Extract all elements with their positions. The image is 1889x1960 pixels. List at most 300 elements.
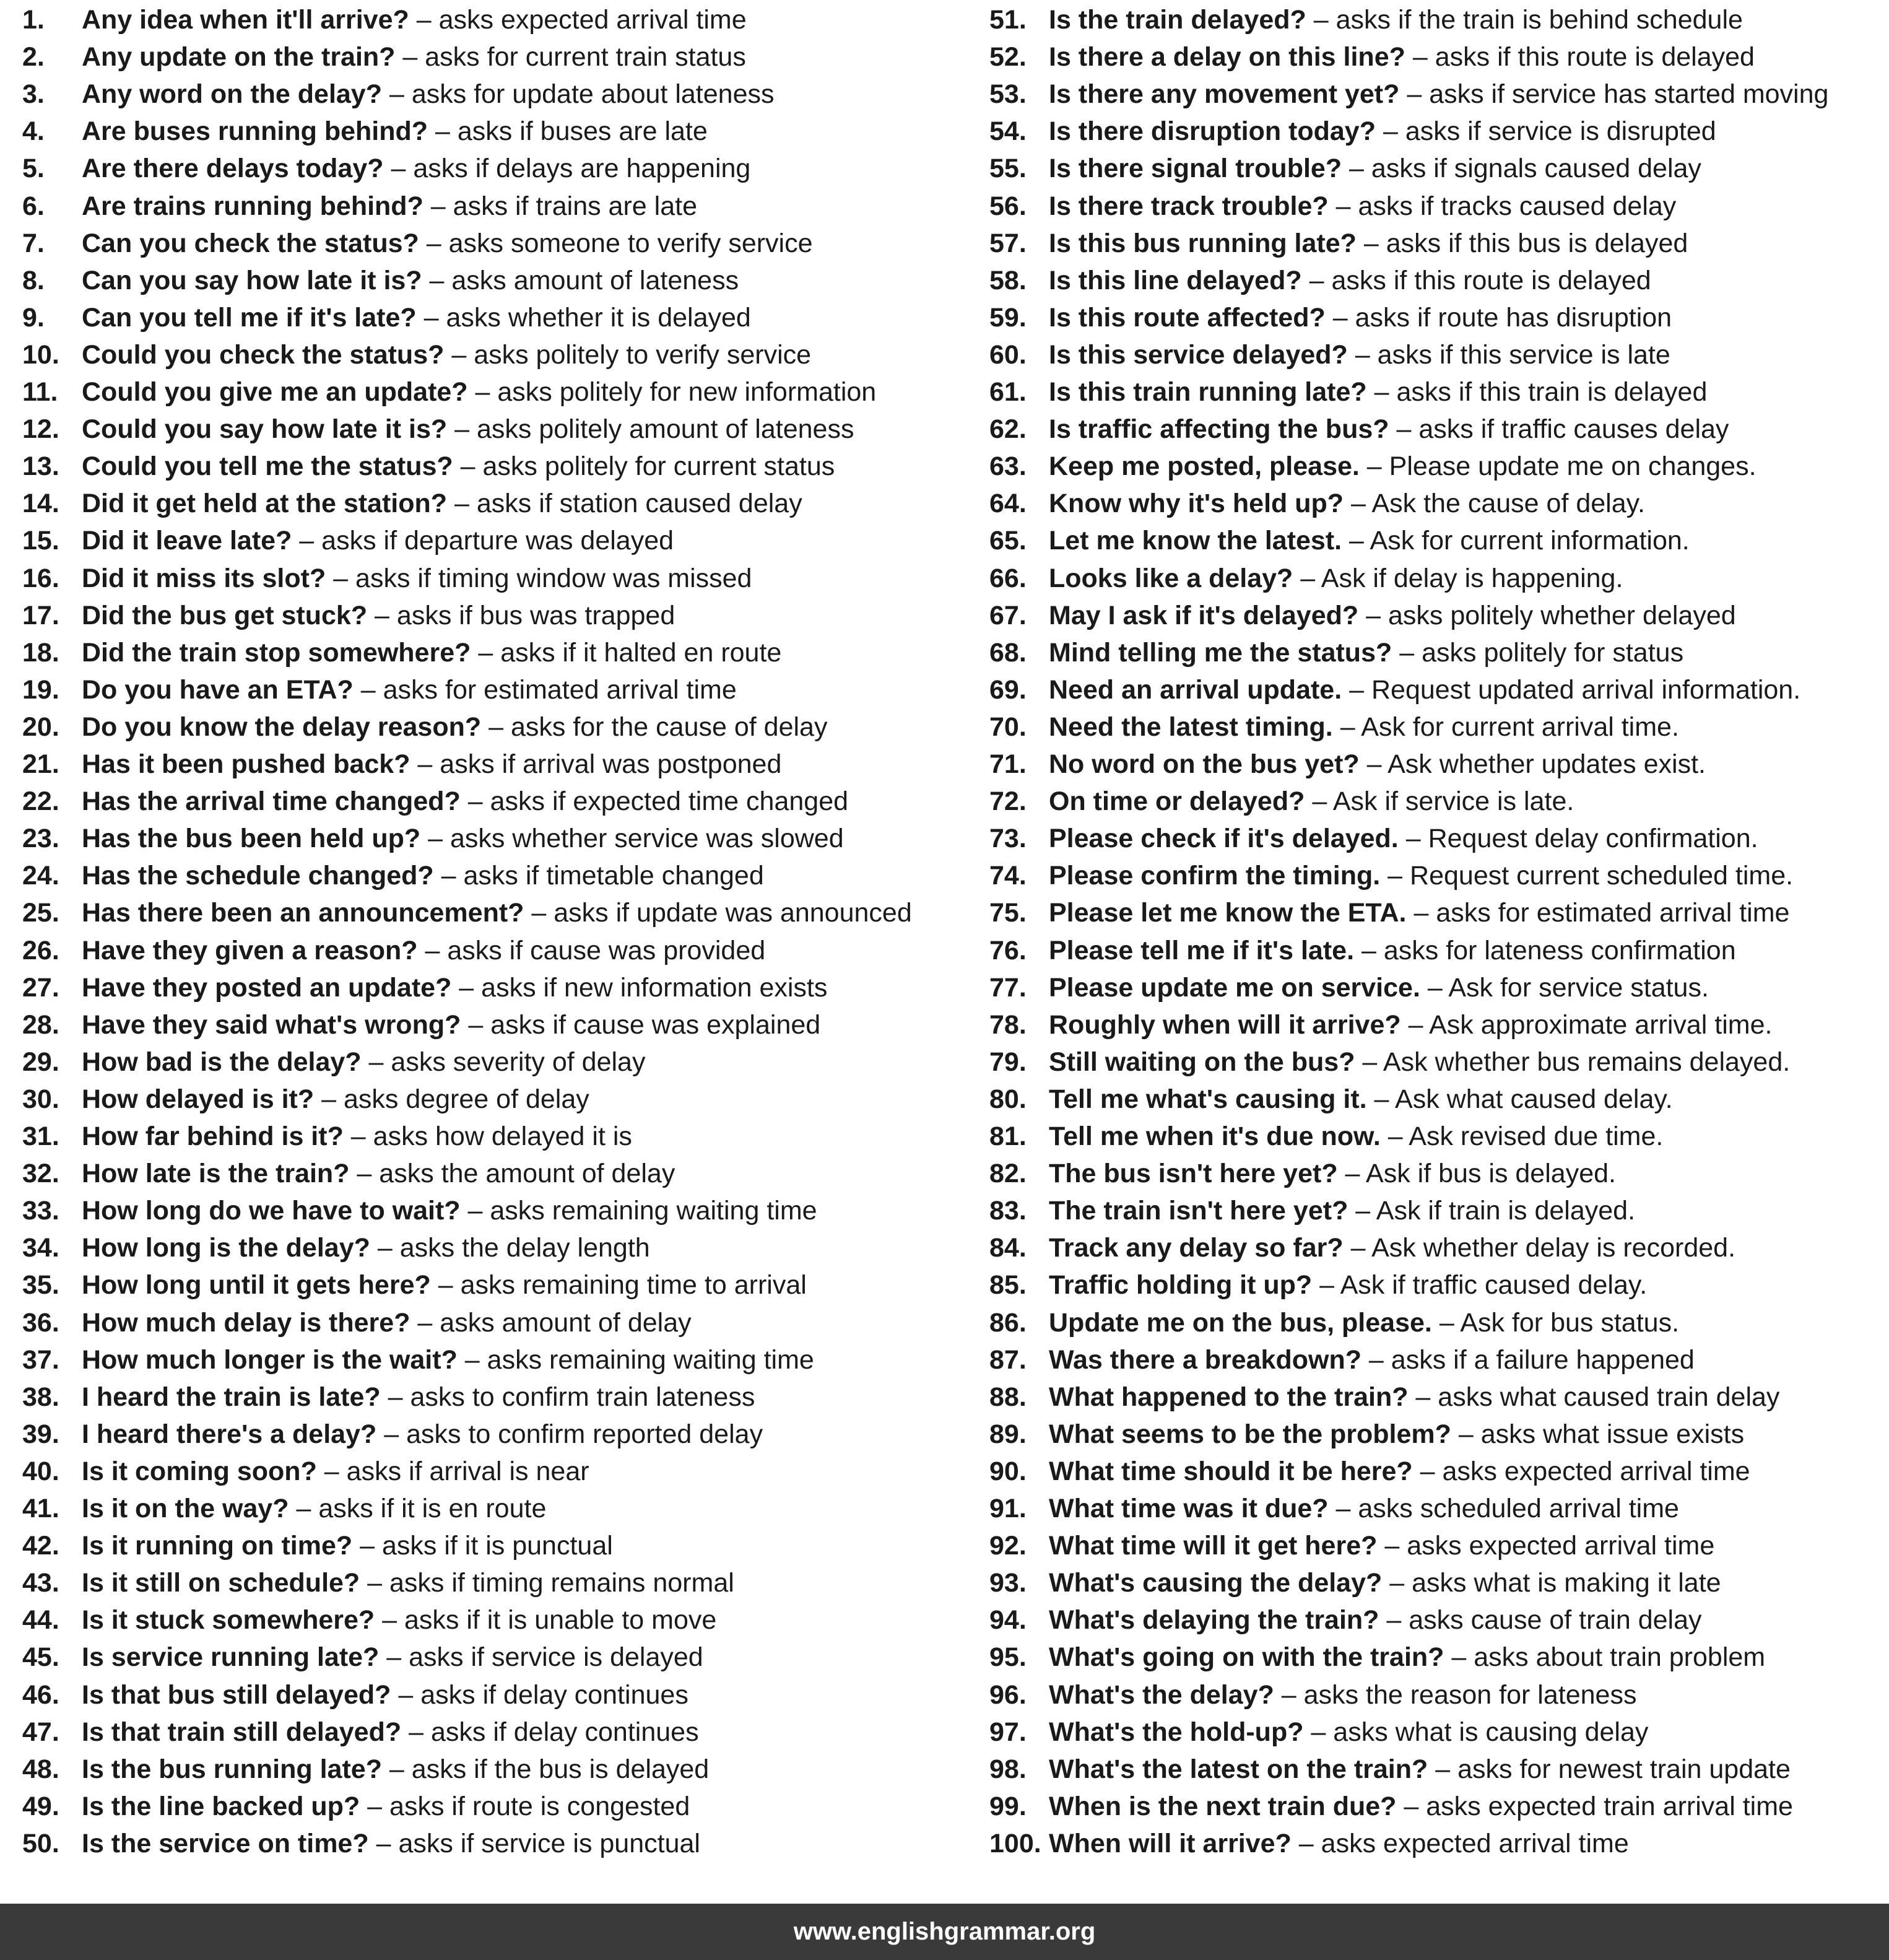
item-description: asks if departure was delayed <box>321 526 674 556</box>
item-separator: – <box>428 116 458 147</box>
item-phrase: Is the service on time? <box>82 1828 369 1858</box>
list-item <box>22 969 827 1006</box>
item-description: asks if tracks caused delay <box>1358 191 1677 221</box>
item-description: asks if update was announced <box>554 898 912 928</box>
item-description: asks if this train is delayed <box>1396 377 1708 407</box>
item-description: asks if the train is behind schedule <box>1335 5 1743 35</box>
item-phrase: Has it been pushed back? <box>82 749 410 779</box>
item-description: asks to confirm reported delay <box>406 1419 763 1449</box>
list-item <box>989 1229 1735 1266</box>
item-phrase: Could you tell me the status? <box>82 451 453 482</box>
item-phrase: Is that bus still delayed? <box>82 1679 391 1710</box>
item-description: asks if delay continues <box>420 1679 688 1710</box>
list-item <box>22 783 848 820</box>
item-number: 47. <box>22 1717 59 1747</box>
item-description: asks if this route is delayed <box>1331 265 1651 295</box>
item-phrase: What happened to the train? <box>1049 1382 1409 1412</box>
item-phrase: How long is the delay? <box>82 1233 370 1263</box>
item-phrase: On time or delayed? <box>1049 786 1305 817</box>
item-separator: – <box>349 1159 380 1189</box>
item-phrase: What's delaying the train? <box>1049 1605 1379 1636</box>
item-phrase: Is this service delayed? <box>1049 339 1348 370</box>
item-number: 21. <box>22 749 59 779</box>
item-description: asks degree of delay <box>343 1084 589 1114</box>
list-item <box>22 708 827 746</box>
item-number: 34. <box>22 1233 59 1263</box>
item-phrase: Has the bus been held up? <box>82 824 421 854</box>
item-separator: – <box>1342 154 1371 184</box>
item-separator: – <box>1291 1828 1321 1858</box>
item-description: asks expected arrival time <box>1321 1828 1629 1858</box>
list-item <box>22 820 844 857</box>
item-number: 89. <box>989 1419 1027 1449</box>
item-number: 91. <box>989 1494 1027 1523</box>
item-separator: – <box>370 1233 400 1263</box>
list-item <box>22 1416 763 1453</box>
list-item <box>989 634 1683 671</box>
item-phrase: Is there any movement yet? <box>1049 79 1400 110</box>
item-separator: – <box>360 1791 390 1821</box>
item-separator: – <box>1293 563 1321 593</box>
item-number: 95. <box>989 1642 1027 1673</box>
item-number: 96. <box>989 1679 1027 1710</box>
item-separator: – <box>1392 637 1422 668</box>
item-separator: – <box>422 265 452 295</box>
list-item <box>989 1490 1679 1527</box>
list-item <box>989 1639 1765 1676</box>
item-description: asks if timetable changed <box>463 861 764 891</box>
item-separator: – <box>419 228 449 258</box>
item-description: asks if delays are happening <box>413 154 751 184</box>
item-phrase: Is this line delayed? <box>1049 265 1302 295</box>
item-phrase: Are there delays today? <box>82 154 384 184</box>
list-item <box>22 1639 703 1676</box>
item-phrase: May I ask if it's delayed? <box>1049 600 1359 630</box>
item-phrase: Do you have an ETA? <box>82 674 354 705</box>
item-number: 76. <box>989 935 1027 965</box>
item-description: asks if service has started moving <box>1429 79 1829 110</box>
list-item <box>989 336 1670 373</box>
item-separator: – <box>1408 1382 1438 1412</box>
list-item <box>22 1453 589 1490</box>
item-phrase: How much longer is the wait? <box>82 1344 458 1375</box>
item-description: asks if signals caused delay <box>1371 154 1701 184</box>
list-item <box>22 1825 700 1862</box>
item-separator: – <box>1358 600 1388 630</box>
item-separator: – <box>451 972 482 1003</box>
item-number: 53. <box>989 79 1027 110</box>
list-item <box>989 1453 1750 1490</box>
item-phrase: I heard there's a delay? <box>82 1419 377 1449</box>
item-description: Request updated arrival information. <box>1371 674 1801 705</box>
list-item <box>22 560 752 597</box>
list-item <box>22 1229 650 1266</box>
item-phrase: Please update me on service. <box>1049 972 1420 1003</box>
item-description: asks if it halted en route <box>500 637 782 668</box>
item-separator: – <box>430 1270 461 1300</box>
item-separator: – <box>423 191 453 221</box>
item-description: asks if traffic causes delay <box>1418 414 1729 445</box>
list-item <box>989 1155 1616 1192</box>
item-phrase: Have they given a reason? <box>82 935 418 965</box>
item-phrase: Please tell me if it's late. <box>1049 935 1355 965</box>
list-item <box>22 522 674 559</box>
item-phrase: Need the latest timing. <box>1049 712 1333 742</box>
item-separator: – <box>481 712 511 742</box>
item-separator: – <box>1361 1344 1391 1375</box>
item-phrase: When is the next train due? <box>1049 1791 1397 1821</box>
item-number: 48. <box>22 1754 59 1784</box>
item-description: Ask for current arrival time. <box>1361 712 1679 742</box>
item-separator: – <box>1359 749 1388 779</box>
item-description: asks for update about lateness <box>411 79 775 110</box>
item-phrase: Is this bus running late? <box>1049 228 1357 258</box>
item-description: asks whether service was slowed <box>449 824 844 854</box>
item-number: 42. <box>22 1531 59 1561</box>
item-separator: – <box>1366 1084 1396 1114</box>
item-number: 37. <box>22 1344 59 1375</box>
list-item <box>989 76 1828 113</box>
item-phrase: No word on the bus yet? <box>1049 749 1360 779</box>
item-separator: – <box>1451 1419 1481 1449</box>
list-item <box>22 1714 699 1751</box>
item-number: 84. <box>989 1233 1027 1263</box>
item-description: asks if trains are late <box>453 191 697 221</box>
item-number: 17. <box>22 600 59 630</box>
item-number: 56. <box>989 191 1027 221</box>
item-description: asks remaining time to arrival <box>460 1270 807 1300</box>
list-item <box>22 336 811 373</box>
list-item <box>989 1081 1673 1118</box>
item-number: 78. <box>989 1009 1027 1040</box>
item-description: Ask for service status. <box>1448 972 1709 1003</box>
item-separator: – <box>1389 414 1419 445</box>
list-item <box>989 1379 1779 1416</box>
item-number: 92. <box>989 1531 1027 1561</box>
item-description: asks if it is en route <box>318 1494 547 1523</box>
item-number: 87. <box>989 1344 1027 1375</box>
list-item <box>22 857 764 894</box>
list-item <box>22 1304 692 1341</box>
item-description: asks if timing window was missed <box>355 563 752 593</box>
item-phrase: What's the latest on the train? <box>1049 1754 1428 1784</box>
item-phrase: Mind telling me the status? <box>1049 637 1392 668</box>
item-number: 97. <box>989 1717 1027 1747</box>
list-item <box>22 188 697 225</box>
item-description: asks remaining waiting time <box>490 1196 817 1226</box>
list-item <box>989 1 1743 38</box>
item-description: asks politely for current status <box>482 451 835 482</box>
item-separator: – <box>409 5 439 35</box>
item-separator: – <box>1428 1754 1458 1784</box>
list-item <box>22 894 912 931</box>
item-number: 72. <box>989 786 1027 817</box>
item-number: 62. <box>989 414 1027 445</box>
item-phrase: Is it still on schedule? <box>82 1568 360 1598</box>
item-description: asks what issue exists <box>1480 1419 1745 1449</box>
list-item <box>989 560 1623 597</box>
item-number: 3. <box>22 79 45 110</box>
item-number: 100. <box>989 1828 1041 1858</box>
item-description: asks amount of lateness <box>451 265 739 295</box>
item-separator: – <box>391 1679 421 1710</box>
item-phrase: Tell me when it's due now. <box>1049 1122 1381 1151</box>
item-separator: – <box>368 1828 399 1858</box>
item-separator: – <box>401 1717 431 1747</box>
item-description: Ask if delay is happening. <box>1321 563 1623 593</box>
item-description: asks politely amount of lateness <box>476 414 854 445</box>
item-number: 5. <box>22 154 45 184</box>
item-phrase: Is the train delayed? <box>1049 5 1306 35</box>
list-item <box>989 1043 1790 1081</box>
item-separator: – <box>1380 861 1410 891</box>
list-item <box>22 373 876 411</box>
item-phrase: Could you check the status? <box>82 339 445 370</box>
item-number: 81. <box>989 1122 1027 1151</box>
item-separator: – <box>314 1084 344 1114</box>
item-separator: – <box>326 563 356 593</box>
item-phrase: Keep me posted, please. <box>1049 451 1360 482</box>
item-separator: – <box>1343 1233 1372 1263</box>
item-phrase: Can you say how late it is? <box>82 265 422 295</box>
item-description: asks if service is delayed <box>409 1642 703 1673</box>
item-number: 4. <box>22 116 45 147</box>
item-separator: – <box>1431 1307 1461 1338</box>
item-phrase: What seems to be the problem? <box>1049 1419 1451 1449</box>
item-phrase: Looks like a delay? <box>1049 563 1293 593</box>
item-number: 13. <box>22 451 59 482</box>
item-separator: – <box>1332 712 1361 742</box>
item-separator: – <box>410 749 440 779</box>
item-description: Ask if service is late. <box>1332 786 1574 817</box>
item-phrase: What's going on with the train? <box>1049 1642 1444 1673</box>
item-phrase: Traffic holding it up? <box>1049 1270 1313 1300</box>
list-item <box>22 1043 645 1081</box>
list-item <box>22 1751 709 1788</box>
item-description: Request current scheduled time. <box>1410 861 1794 891</box>
list-item <box>989 857 1793 894</box>
item-number: 31. <box>22 1122 59 1151</box>
item-number: 75. <box>989 898 1027 928</box>
list-item <box>22 1341 814 1379</box>
list-item <box>22 1155 675 1192</box>
item-description: asks to confirm train lateness <box>410 1382 755 1412</box>
item-number: 41. <box>22 1494 59 1523</box>
item-description: asks if route is congested <box>389 1791 690 1821</box>
item-separator: – <box>453 451 483 482</box>
list-item <box>22 1788 690 1825</box>
item-description: Ask if bus is delayed. <box>1366 1159 1616 1189</box>
item-description: asks if the bus is delayed <box>411 1754 710 1784</box>
item-separator: – <box>444 339 474 370</box>
item-number: 1. <box>22 5 45 35</box>
item-description: Ask revised due time. <box>1409 1122 1664 1151</box>
list-item <box>22 1118 632 1155</box>
item-number: 8. <box>22 265 45 295</box>
list-item <box>22 1527 613 1564</box>
item-separator: – <box>1396 1791 1427 1821</box>
item-number: 15. <box>22 526 59 556</box>
item-description: asks if it is unable to move <box>404 1605 717 1636</box>
item-description: asks politely for status <box>1422 637 1684 668</box>
item-description: asks for estimated arrival time <box>1436 898 1790 928</box>
item-separator: – <box>395 42 425 72</box>
item-number: 28. <box>22 1009 59 1040</box>
list-item <box>989 597 1736 634</box>
item-description: asks if cause was explained <box>490 1009 821 1040</box>
item-phrase: Was there a breakdown? <box>1049 1344 1361 1375</box>
item-separator: – <box>1301 265 1332 295</box>
item-number: 60. <box>989 339 1027 370</box>
item-description: asks the amount of delay <box>379 1159 675 1189</box>
list-item <box>22 1081 589 1118</box>
item-number: 49. <box>22 1791 59 1821</box>
item-phrase: Still waiting on the bus? <box>1049 1047 1355 1077</box>
list-item <box>22 1266 807 1304</box>
list-item <box>989 746 1706 783</box>
item-description: asks expected train arrival time <box>1426 1791 1793 1821</box>
item-description: asks how delayed it is <box>373 1122 632 1151</box>
list-item <box>989 113 1716 150</box>
item-separator: – <box>461 1009 491 1040</box>
item-separator: – <box>1400 1009 1430 1040</box>
item-description: asks for lateness confirmation <box>1383 935 1736 965</box>
item-separator: – <box>361 1047 391 1077</box>
item-description: asks for current train status <box>425 42 746 72</box>
item-phrase: Is there a delay on this line? <box>1049 42 1405 72</box>
list-item <box>989 1751 1791 1788</box>
item-separator: – <box>1412 1456 1443 1486</box>
item-description: Please update me on changes. <box>1389 451 1757 482</box>
item-phrase: What time was it due? <box>1049 1494 1329 1523</box>
item-phrase: Is this route affected? <box>1049 302 1326 333</box>
item-number: 63. <box>989 451 1027 482</box>
item-phrase: Is this train running late? <box>1049 377 1367 407</box>
item-description: Ask if traffic caused delay. <box>1340 1270 1648 1300</box>
item-description: asks whether it is delayed <box>446 302 751 333</box>
item-phrase: Is it stuck somewhere? <box>82 1605 375 1636</box>
item-phrase: Is the bus running late? <box>82 1754 382 1784</box>
item-number: 45. <box>22 1642 59 1673</box>
item-description: asks if route has disruption <box>1355 302 1672 333</box>
item-phrase: Please check if it's delayed. <box>1049 824 1399 854</box>
item-phrase: Did the bus get stuck? <box>82 600 368 630</box>
item-number: 39. <box>22 1419 59 1449</box>
list-item <box>22 448 835 485</box>
list-item <box>989 150 1701 187</box>
item-phrase: Track any delay so far? <box>1049 1233 1344 1263</box>
item-separator: – <box>1405 42 1435 72</box>
item-phrase: Tell me what's causing it. <box>1049 1084 1367 1114</box>
item-phrase: Are buses running behind? <box>82 116 428 147</box>
list-item <box>22 1 747 38</box>
item-separator: – <box>1342 526 1370 556</box>
list-item <box>989 485 1645 522</box>
item-phrase: What's the hold-up? <box>1049 1717 1304 1747</box>
list-item <box>989 1304 1679 1341</box>
item-phrase: How much delay is there? <box>82 1307 410 1338</box>
list-item <box>989 448 1757 485</box>
item-description: asks scheduled arrival time <box>1358 1494 1679 1523</box>
item-number: 88. <box>989 1382 1027 1412</box>
item-number: 82. <box>989 1159 1027 1189</box>
item-number: 6. <box>22 191 45 221</box>
item-phrase: Do you know the delay reason? <box>82 712 482 742</box>
item-separator: – <box>1398 824 1428 854</box>
item-phrase: Has there been an announcement? <box>82 898 524 928</box>
item-phrase: Is it running on time? <box>82 1531 353 1561</box>
list-item <box>989 38 1755 76</box>
item-description: asks if bus was trapped <box>396 600 675 630</box>
item-phrase: Any idea when it'll arrive? <box>82 5 409 35</box>
item-phrase: Did it leave late? <box>82 526 292 556</box>
list-item <box>22 1490 546 1527</box>
item-number: 98. <box>989 1754 1027 1784</box>
item-separator: – <box>1337 1159 1366 1189</box>
item-description: asks if this route is delayed <box>1435 42 1755 72</box>
item-phrase: Is the line backed up? <box>82 1791 360 1821</box>
item-phrase: Is there track trouble? <box>1049 191 1329 221</box>
list-item <box>989 1192 1635 1229</box>
item-phrase: Is service running late? <box>82 1642 380 1673</box>
item-phrase: How long until it gets here? <box>82 1270 431 1300</box>
item-number: 51. <box>989 5 1027 35</box>
item-separator: – <box>381 1754 412 1784</box>
item-separator: – <box>1356 228 1386 258</box>
item-separator: – <box>376 1419 407 1449</box>
item-phrase: How long do we have to wait? <box>82 1196 461 1226</box>
item-description: asks if arrival was postponed <box>440 749 782 779</box>
item-phrase: Is traffic affecting the bus? <box>1049 414 1389 445</box>
item-separator: – <box>289 1494 319 1523</box>
footer-website-text: www.englishgrammar.org <box>793 1918 1096 1945</box>
item-separator: – <box>1399 79 1430 110</box>
item-separator: – <box>375 1605 404 1636</box>
item-description: Ask for bus status. <box>1460 1307 1680 1338</box>
item-description: asks what caused train delay <box>1438 1382 1780 1412</box>
item-separator: – <box>343 1122 373 1151</box>
item-separator: – <box>416 302 446 333</box>
item-description: asks remaining waiting time <box>487 1344 814 1375</box>
item-number: 85. <box>989 1270 1027 1300</box>
item-phrase: Has the schedule changed? <box>82 861 434 891</box>
item-separator: – <box>471 637 501 668</box>
item-phrase: Update me on the bus, please. <box>1049 1307 1432 1338</box>
item-description: asks if timing remains normal <box>389 1568 734 1598</box>
item-number: 22. <box>22 786 59 817</box>
item-number: 83. <box>989 1196 1027 1226</box>
item-number: 27. <box>22 972 59 1003</box>
list-item <box>22 38 746 76</box>
item-phrase: Please confirm the timing. <box>1049 861 1381 891</box>
item-phrase: How late is the train? <box>82 1159 350 1189</box>
item-description: asks someone to verify service <box>448 228 813 258</box>
item-description: Ask what caused delay. <box>1395 1084 1673 1114</box>
item-separator: – <box>460 1196 490 1226</box>
list-item <box>989 783 1574 820</box>
list-item <box>22 1676 688 1714</box>
item-number: 20. <box>22 712 59 742</box>
list-item <box>22 485 802 522</box>
item-number: 94. <box>989 1605 1027 1636</box>
item-number: 26. <box>22 935 59 965</box>
list-item <box>989 188 1676 225</box>
item-description: Ask whether bus remains delayed. <box>1383 1047 1791 1077</box>
item-description: asks if service is disrupted <box>1405 116 1716 147</box>
item-number: 36. <box>22 1307 59 1338</box>
list-item <box>989 299 1672 336</box>
item-separator: – <box>383 154 414 184</box>
